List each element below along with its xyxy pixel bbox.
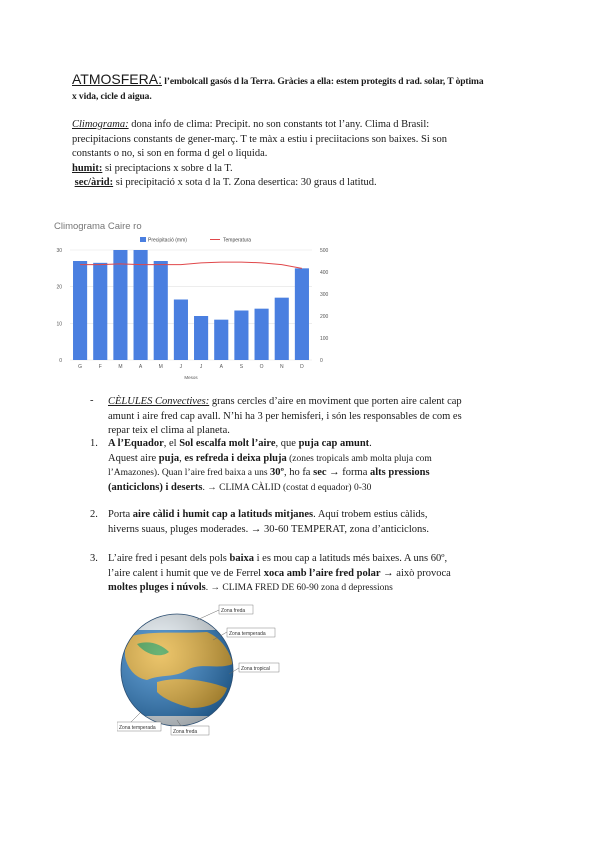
climograma-text-2: precipitacions constants de gener-març. T te màx a estiu i preciitacions son baixes. Si son (72, 133, 447, 145)
title-subtitle-cont: x vida, cicle d aigua. (72, 91, 152, 102)
cells-paragraph (108, 395, 548, 439)
chart-y-tick-label: 30 (56, 248, 62, 254)
item-1-text: sec (313, 467, 327, 478)
chart-bar (93, 263, 107, 360)
item-1-text: 30º (269, 467, 284, 478)
item-3 (108, 552, 548, 596)
cells-text-3: repar teix el clima al planeta. (108, 425, 230, 436)
chart-x-tick-label: A (138, 364, 143, 370)
legend-label-temperatura: Temperatura (223, 237, 252, 244)
cells-label: CÈLULES Convectives: (108, 396, 210, 407)
chart-x-axis-label: Mesos (184, 375, 198, 380)
chart-bar (113, 250, 127, 360)
chart-bar (295, 268, 309, 360)
item-3-number: 3. (90, 553, 98, 564)
item-2-text: Porta (108, 509, 133, 520)
item-2-text: . Aquí trobem estius càlids, (313, 509, 428, 520)
legend-swatch-precipitacio (140, 237, 146, 242)
item-1-text: , que (275, 438, 299, 449)
chart-x-tick-label: J (199, 364, 203, 370)
item-1 (108, 437, 548, 495)
chart-x-tick-label: O (259, 364, 264, 370)
item-1-text: Sol escalfa molt l’aire (179, 438, 276, 449)
item-3-text: L’aire fred i pesant dels pols (108, 553, 230, 564)
chart-x-tick-label: F (98, 364, 102, 370)
chart-x-tick-label: S (239, 364, 244, 370)
sec-label: sec/àrid: (74, 177, 114, 188)
chart-x-tick-label: M (158, 364, 163, 370)
chart-x-tick-label: D (300, 364, 304, 370)
item-1-text: , (179, 452, 185, 464)
chart-y-tick-label: 20 (56, 284, 62, 291)
chart-y2-tick-label: 500 (320, 248, 329, 254)
cells-bullet: - (90, 395, 94, 406)
item-2-text: hiverns suaus, pluges moderades. → 30-60 TEMPERAT, zona d’anticiclons. (108, 523, 429, 535)
item-1-text: → forma (326, 467, 370, 478)
item-3-text: l’aire calent i humit que ve de Ferrel (108, 567, 264, 579)
chart-bar (174, 300, 188, 361)
title-line (72, 72, 552, 104)
chart-x-tick-label: A (219, 364, 223, 370)
chart-y-tick-label: 0 (59, 358, 62, 364)
item-1-text: , ho fa (283, 467, 314, 478)
humit-label: humit: (72, 162, 103, 174)
chart-bar (134, 250, 148, 360)
item-1-text: . (369, 438, 372, 449)
item-1-number: 1. (90, 438, 98, 449)
item-1-text: A l’Equador (108, 438, 164, 449)
label-zona-temperada-north: Zona temperada (229, 631, 266, 637)
item-3-text: → això provoca (380, 567, 451, 579)
title-subtitle: l’embolcall gasós d la Terra. Gràcies a ella: estem protegits d rad. solar, T òptima (161, 77, 484, 87)
chart-x-tick-label: G (78, 364, 83, 370)
item-3-text: . → CLIMA FRED DE 60-90 zona d depressions (205, 583, 393, 593)
chart-bar (214, 320, 228, 360)
item-2-text: aire càlid i humit cap a latituds mitjanes (132, 509, 314, 520)
item-3-text: moltes pluges i núvols (108, 582, 206, 593)
item-3-text: i es mou cap a latituds més baixes. A uns 60º, (254, 553, 448, 564)
humit-text: si preciptacions x sobre d la T. (102, 162, 233, 174)
item-1-text: es refreda i deixa pluja (184, 452, 287, 464)
chart-y2-tick-label: 400 (320, 270, 329, 276)
chart-y2-tick-label: 200 (320, 314, 329, 320)
climograma-paragraph (72, 118, 552, 191)
item-1-text: puja cap amunt (298, 438, 370, 449)
item-1-text: l’Amazones). Quan l’aire fred baixa a uns (108, 468, 270, 478)
chart-y2-tick-label: 300 (320, 292, 329, 298)
chart-bar (194, 316, 208, 360)
item-3-text: baixa (229, 553, 255, 564)
item-1-text: (zones tropicals amb molta pluja com (286, 453, 432, 464)
page-title: ATMOSFERA: (72, 71, 162, 87)
chart-x-tick-label: N (279, 364, 284, 370)
climograma-text-1: dona info de clima: Precipit. no son constants tot l’any. Clima d Brasil: (128, 119, 430, 130)
label-zona-freda-south: Zona freda (173, 729, 198, 735)
item-2-number: 2. (90, 509, 98, 520)
item-1-text: . → CLIMA CÀLID (costat d equador) 0-30 (202, 482, 372, 493)
climograma-chart (40, 230, 340, 385)
item-1-text: alts pressions (369, 467, 430, 478)
item-1-text: (anticiclons) i deserts (108, 481, 203, 493)
chart-bar (234, 311, 248, 361)
item-2 (108, 508, 548, 537)
chart-bar (255, 309, 269, 360)
item-3-text: xoca amb l’aire fred polar (263, 567, 381, 579)
chart-bar (154, 261, 168, 360)
cells-text-1: grans cercles d’aire en moviment que porten aire calent cap (209, 396, 462, 407)
climograma-text-3: constants o no, si son en forma d gel o liquida. (72, 148, 268, 159)
chart-x-tick-label: J (179, 364, 183, 370)
label-zona-tropical: Zona tropical (241, 666, 270, 672)
item-1-text: Aquest aire (108, 452, 159, 464)
chart-y-tick-label: 10 (56, 321, 62, 328)
climate-zones-globe-illustration (117, 604, 297, 736)
climograma-label: Climograma: (72, 119, 129, 130)
chart-y2-tick-label: 0 (320, 358, 323, 364)
sec-text: si precipitació x sota d la T. Zona desertica: 30 graus d latitud. (113, 177, 377, 188)
item-1-text: puja (158, 452, 180, 464)
label-zona-freda-north: Zona freda (221, 608, 246, 614)
chart-y2-tick-label: 100 (320, 336, 329, 342)
label-zona-temperada-south: Zona temperada (119, 725, 156, 731)
globe-sphere (117, 604, 237, 736)
chart-title: Climograma Caire ro (54, 221, 142, 232)
legend-label-precipitacio: Precipitació (mm) (148, 237, 187, 244)
chart-x-tick-label: M (118, 364, 123, 370)
item-1-text: , el (163, 438, 180, 449)
chart-bar (275, 298, 289, 360)
chart-bar (73, 261, 87, 360)
globe-shading (121, 614, 233, 726)
cells-text-2: amunt i aire fred cap avall. N’hi ha 3 per hemisferi, i són les responsables de com es (108, 410, 462, 422)
